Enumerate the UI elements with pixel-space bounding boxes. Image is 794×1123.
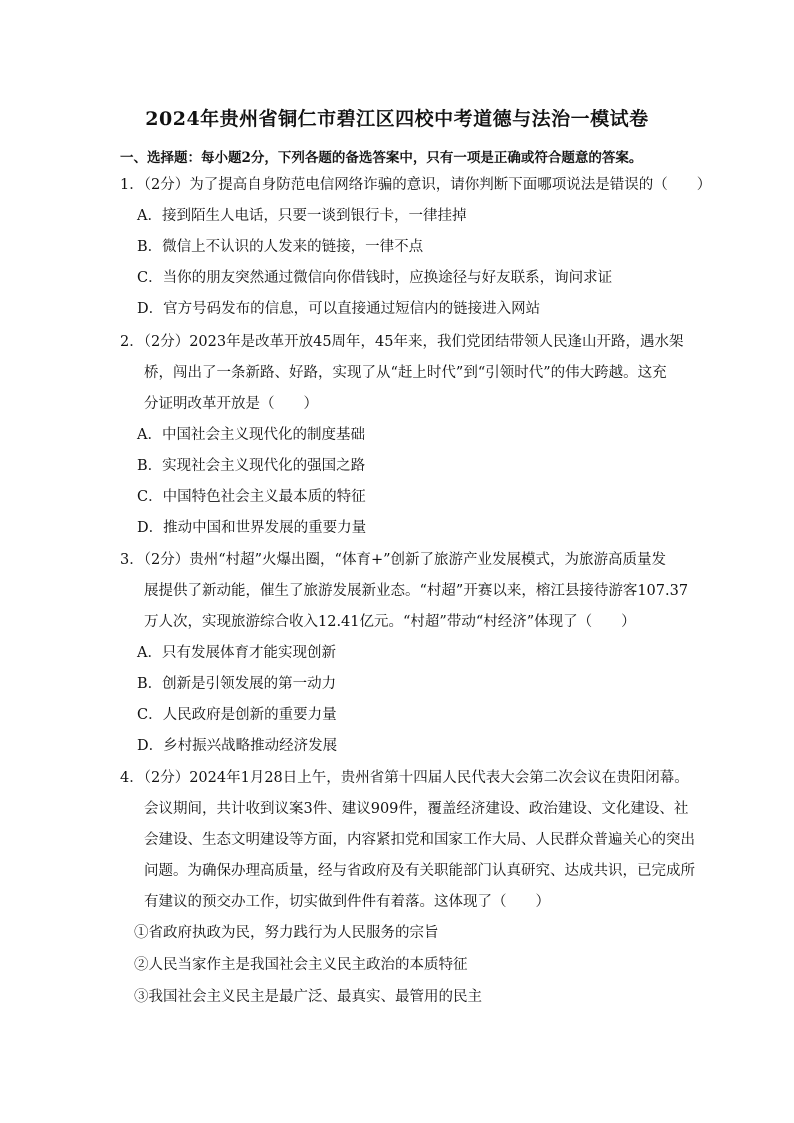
question-4-statement-3: ③我国社会主义民主是最广泛、最真实、最管用的民主 — [134, 989, 482, 1005]
question-2-option-a: A．中国社会主义现代化的制度基础 — [137, 427, 365, 443]
question-2-option-b: B．实现社会主义现代化的强国之路 — [137, 458, 366, 474]
question-2-stem-line-1: 2．（2分）2023年是改革开放45周年，45年来，我们党团结带领人民逢山开路，遇水架 — [120, 334, 684, 350]
question-1-option-d: D．官方号码发布的信息，可以直接通过短信内的链接进入网站 — [137, 301, 541, 317]
exam-title: 2024年贵州省铜仁市碧江区四校中考道德与法治一模试卷 — [145, 108, 649, 130]
question-3-option-c: C．人民政府是创新的重要力量 — [137, 707, 337, 723]
question-2-stem-line-3: 分证明改革开放是（ ） — [144, 396, 318, 412]
question-2-option-c: C．中国特色社会主义最本质的特征 — [137, 489, 366, 505]
question-4-stem-line-3: 会建设、生态文明建设等方面，内容紧扣党和国家工作大局、人民群众普遍关心的突出 — [144, 832, 695, 848]
question-3-option-d: D．乡村振兴战略推动经济发展 — [137, 738, 338, 754]
question-4-stem-line-4: 问题。为确保办理高质量，经与省政府及有关职能部门认真研究、达成共识，已完成所 — [144, 863, 695, 879]
section-heading: 一、选择题：每小题2分，下列各题的备选答案中，只有一项是正确或符合题意的答案。 — [120, 150, 643, 166]
question-4-stem-line-5: 有建议的预交办工作，切实做到件件有着落。这体现了（ ） — [144, 894, 550, 910]
question-3-option-a: A．只有发展体育才能实现创新 — [137, 645, 336, 661]
question-3-stem-line-1: 3．（2分）贵州“村超”火爆出圈，“体育+”创新了旅游产业发展模式，为旅游高质量发 — [120, 552, 666, 568]
question-4-stem-line-1: 4．（2分）2024年1月28日上午，贵州省第十四届人民代表大会第二次会议在贵阳闭幕。 — [120, 770, 689, 786]
question-1-option-b: B．微信上不认识的人发来的链接，一律不点 — [137, 239, 424, 255]
question-1-stem-line-1: 1．（2分）为了提高自身防范电信网络诈骗的意识，请你判断下面哪项说法是错误的（ ） — [120, 177, 712, 193]
question-4-stem-line-2: 会议期间，共计收到议案3件、建议909件，覆盖经济建设、政治建设、文化建设、社 — [144, 801, 689, 817]
question-3-stem-line-3: 万人次，实现旅游综合收入12.41亿元。“村超”带动“村经济”体现了（ ） — [144, 614, 636, 630]
question-4-statement-2: ②人民当家作主是我国社会主义民主政治的本质特征 — [134, 957, 468, 973]
question-3-option-b: B．创新是引领发展的第一动力 — [137, 676, 337, 692]
question-1-option-c: C．当你的朋友突然通过微信向你借钱时，应换途径与好友联系，询问求证 — [137, 270, 613, 286]
question-4-statement-1: ①省政府执政为民，努力践行为人民服务的宗旨 — [134, 925, 439, 941]
question-2-stem-line-2: 桥，闯出了一条新路、好路，实现了从“赶上时代”到“引领时代”的伟大跨越。这充 — [144, 365, 667, 381]
question-3-stem-line-2: 展提供了新动能，催生了旅游发展新业态。“村超”开赛以来，榕江县接待游客107.37 — [144, 583, 689, 599]
question-1-option-a: A．接到陌生人电话，只要一谈到银行卡，一律挂掉 — [137, 208, 467, 224]
question-2-option-d: D．推动中国和世界发展的重要力量 — [137, 520, 367, 536]
